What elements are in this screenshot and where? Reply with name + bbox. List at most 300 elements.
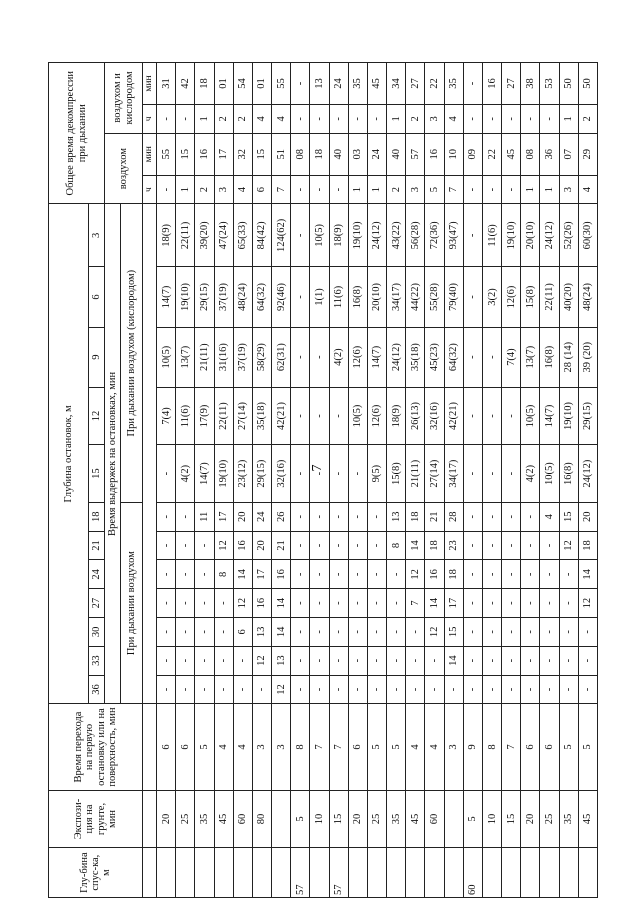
stop-time-cell: - [482,675,501,704]
stop-time-cell: 16(8) [559,445,578,503]
stop-time-cell: - [329,675,348,704]
stop-time-cell: 64(32) [252,267,271,327]
stop-time-cell: - [195,589,214,618]
transition-cell: 3 [444,704,463,790]
stop-time-cell: - [502,618,521,647]
total-oxygen-minutes-cell: 01 [214,63,233,105]
stop-time-cell: - [291,387,310,445]
stop-time-cell: 14 [272,589,291,618]
stop-time-cell: 21 [425,502,444,531]
stop-time-cell: 12(6) [348,327,367,387]
transition-cell: 5 [387,704,406,790]
exposure-cell: 45 [578,790,597,848]
exposure-cell: 15 [502,790,521,848]
depth-cell: 60 [463,848,482,898]
depth-cell [387,848,406,898]
stop-time-cell: - [387,560,406,589]
depth-cell [272,848,291,898]
total-oxygen-hours-cell: - [502,105,521,134]
transition-cell: 5 [367,704,386,790]
stop-time-cell: - [463,267,482,327]
total-oxygen-minutes-cell: 24 [329,63,348,105]
stop-time-cell: 14(7) [195,445,214,503]
stop-time-cell: - [367,675,386,704]
total-air-minutes-cell: 36 [540,133,559,175]
exposure-cell: 45 [406,790,425,848]
table-row [425,63,444,898]
transition-cell: 6 [176,704,195,790]
stop-time-cell: 4(2) [521,445,540,503]
transition-cell: 7 [502,704,521,790]
stop-time-cell: 24(12) [367,204,386,267]
total-oxygen-hours-cell: - [367,105,386,134]
total-air-minutes-cell: 40 [329,133,348,175]
stop-time-cell: - [463,618,482,647]
stop-time-cell: 17 [252,560,271,589]
stop-time-cell: - [502,502,521,531]
stop-time-cell: - [559,675,578,704]
header-total-air-oxygen: воздухом и кислородом [105,63,143,134]
stop-time-cell: 8 [387,531,406,560]
stop-time-cell: - [214,675,233,704]
stop-time-cell: - [521,502,540,531]
total-air-minutes-cell: 22 [482,133,501,175]
depth-cell [406,848,425,898]
table-row [444,63,463,898]
stop-time-cell: 13(7) [176,327,195,387]
total-oxygen-hours-cell: - [540,105,559,134]
stop-time-cell: 24 [252,502,271,531]
header-air-breathing: При дыхании воздухом [121,502,143,703]
stop-time-cell: 18 [425,531,444,560]
stop-time-cell: - [463,675,482,704]
stop-time-cell: - [348,589,367,618]
depth-cell [444,848,463,898]
stop-time-cell: 28 [444,502,463,531]
stop-time-cell: 11(6) [482,204,501,267]
stop-time-cell: 18 [406,502,425,531]
stop-time-cell: 58(29) [252,327,271,387]
stop-time-cell: 24(12) [578,445,597,503]
stop-time-cell: 4 [540,502,559,531]
stop-time-cell: - [310,502,329,531]
total-oxygen-hours-cell: - [157,105,176,134]
total-air-hours-cell: 7 [444,175,463,204]
stop-time-cell: - [482,502,501,531]
stop-time-cell: - [348,531,367,560]
total-oxygen-minutes-cell: 31 [157,63,176,105]
header-total-decompression: Общее время декомпрессии при дыхании [49,63,105,204]
stop-time-cell: 11 [195,502,214,531]
stop-time-cell: - [329,531,348,560]
stop-time-cell: 56(28) [406,204,425,267]
stop-time-cell: 72(36) [425,204,444,267]
exposure-cell: 35 [195,790,214,848]
stop-time-cell: 21 [272,531,291,560]
stop-time-cell: - [176,502,195,531]
stop-time-cell: 17(9) [195,387,214,445]
transition-cell: 5 [578,704,597,790]
stop-time-cell: - [559,589,578,618]
table-row [291,63,310,898]
total-air-minutes-cell: 07 [559,133,578,175]
stop-time-cell: - [310,618,329,647]
stop-time-cell: 92(46) [272,267,291,327]
stop-time-cell: 22(11) [176,204,195,267]
stop-time-cell: - [463,204,482,267]
stop-time-cell: 42(21) [444,387,463,445]
stop-time-cell: 62(31) [272,327,291,387]
stop-time-cell: - [502,675,521,704]
exposure-cell: 60 [425,790,444,848]
stop-depth-header: 15 [89,445,105,503]
stop-time-cell: - [176,618,195,647]
table-row [540,63,559,898]
stop-time-cell: 20 [578,502,597,531]
stop-time-cell: - [157,618,176,647]
depth-cell [578,848,597,898]
exposure-cell: 10 [482,790,501,848]
page-number: 7 [310,464,325,472]
stop-time-cell: - [559,560,578,589]
stop-time-cell: 32(16) [425,387,444,445]
stop-time-cell: 47(24) [214,204,233,267]
total-air-minutes-cell: 24 [367,133,386,175]
stop-time-cell: - [502,531,521,560]
stop-time-cell: 12 [252,646,271,675]
table-row [387,63,406,898]
stop-time-cell: - [157,502,176,531]
stop-time-cell: 22(11) [540,267,559,327]
total-oxygen-minutes-cell: 53 [540,63,559,105]
stop-time-cell: - [291,531,310,560]
stop-time-cell: 14 [578,560,597,589]
exposure-cell: 20 [157,790,176,848]
total-oxygen-minutes-cell: 35 [444,63,463,105]
stop-time-cell: 40(20) [559,267,578,327]
stop-time-cell: - [482,531,501,560]
stop-time-cell: - [367,589,386,618]
total-air-minutes-cell: 08 [291,133,310,175]
stop-time-cell: - [521,531,540,560]
stop-time-cell: - [578,675,597,704]
stop-time-cell: - [348,646,367,675]
depth-cell [157,848,176,898]
stop-time-cell: 14(7) [157,267,176,327]
table-row [521,63,540,898]
stop-time-cell: 84(42) [252,204,271,267]
transition-cell: 6 [157,704,176,790]
depth-cell [310,848,329,898]
stop-time-cell: 39(20) [195,204,214,267]
stop-time-cell: 11(6) [176,387,195,445]
stop-time-cell: 9(5) [367,445,386,503]
table-row [214,63,233,898]
stop-time-cell: - [195,560,214,589]
total-air-hours-cell: - [482,175,501,204]
stop-time-cell: - [176,589,195,618]
stop-time-cell: - [291,560,310,589]
stop-time-cell: - [214,589,233,618]
stop-time-cell: 20(10) [521,204,540,267]
stop-time-cell: - [291,502,310,531]
stop-time-cell: - [425,646,444,675]
stop-depth-header: 6 [89,267,105,327]
transition-cell: 7 [310,704,329,790]
stop-time-cell: 19(10) [176,267,195,327]
table-row [195,63,214,898]
stop-time-cell: 26 [272,502,291,531]
stop-time-cell: - [348,618,367,647]
stop-time-cell: 60(30) [578,204,597,267]
stop-time-cell: 29(15) [252,445,271,503]
transition-cell: 6 [540,704,559,790]
stop-time-cell: 79(40) [444,267,463,327]
stop-depth-header: 9 [89,327,105,387]
stop-time-cell: - [195,646,214,675]
stop-time-cell: 8 [214,560,233,589]
stop-time-cell: - [444,675,463,704]
stop-time-cell: 124(62) [272,204,291,267]
stop-time-cell: - [310,327,329,387]
total-air-hours-cell: - [463,175,482,204]
transition-cell: 6 [348,704,367,790]
stop-time-cell: - [291,327,310,387]
stop-time-cell: - [463,646,482,675]
stop-time-cell: 11(6) [329,267,348,327]
stop-depth-header: 36 [89,675,105,704]
stop-time-cell: - [157,646,176,675]
total-oxygen-hours-cell: - [176,105,195,134]
exposure-cell: 20 [348,790,367,848]
total-air-hours-cell: - [157,175,176,204]
stop-time-cell: - [329,560,348,589]
depth-cell [195,848,214,898]
total-oxygen-minutes-cell: 54 [233,63,252,105]
stop-time-cell: 35(18) [406,327,425,387]
depth-cell [176,848,195,898]
stop-time-cell: - [425,675,444,704]
stop-time-cell: - [195,675,214,704]
stop-time-cell: - [387,646,406,675]
table-row [367,63,386,898]
stop-time-cell: - [157,589,176,618]
total-oxygen-minutes-cell: 18 [195,63,214,105]
table-body [157,63,598,898]
total-air-minutes-cell: 09 [463,133,482,175]
total-oxygen-hours-cell: 1 [559,105,578,134]
header-exposure: Экспози-ция на грунте, мин [49,790,143,848]
stop-time-cell: 17 [214,502,233,531]
stop-time-cell: 93(47) [444,204,463,267]
stop-time-cell: - [521,589,540,618]
stop-time-cell: - [157,531,176,560]
stop-time-cell: - [176,646,195,675]
depth-cell [252,848,271,898]
table-row [482,63,501,898]
exposure-cell: 25 [540,790,559,848]
stop-time-cell: - [387,589,406,618]
stop-time-cell: 16 [272,560,291,589]
depth-cell [214,848,233,898]
stop-time-cell: 14 [233,560,252,589]
transition-cell: 7 [329,704,348,790]
transition-cell: 3 [252,704,271,790]
total-oxygen-minutes-cell: 27 [406,63,425,105]
exposure-cell: 15 [329,790,348,848]
stop-time-cell: - [387,618,406,647]
stop-time-cell: - [482,618,501,647]
stop-time-cell: 32(16) [272,445,291,503]
total-oxygen-hours-cell: 2 [578,105,597,134]
total-air-hours-cell: 1 [521,175,540,204]
total-air-hours-cell: 6 [252,175,271,204]
stop-time-cell: 27(14) [233,387,252,445]
table-row [348,63,367,898]
table-row [310,63,329,898]
stop-time-cell: 10(5) [157,327,176,387]
stop-time-cell: 12 [425,618,444,647]
total-air-minutes-cell: 16 [425,133,444,175]
stop-time-cell: 28 (14) [559,327,578,387]
stop-time-cell: 45(23) [425,327,444,387]
stop-time-cell: - [540,646,559,675]
stop-time-cell: 10(5) [310,204,329,267]
stop-time-cell: 14 [444,646,463,675]
total-air-hours-cell: 1 [367,175,386,204]
stop-time-cell: - [482,646,501,675]
header-blank-stops [143,204,157,704]
stop-time-cell: 13 [272,646,291,675]
stop-time-cell: - [329,502,348,531]
stop-time-cell: - [463,589,482,618]
table-row [157,63,176,898]
stop-time-cell: 12(6) [367,387,386,445]
stop-time-cell: - [291,618,310,647]
stop-time-cell: - [463,387,482,445]
depth-cell [425,848,444,898]
total-oxygen-minutes-cell: 01 [252,63,271,105]
stop-time-cell: - [157,445,176,503]
stop-time-cell: - [502,560,521,589]
total-oxygen-minutes-cell: - [463,63,482,105]
table-row [233,63,252,898]
stop-time-cell: - [310,387,329,445]
stop-time-cell: 65(33) [233,204,252,267]
stop-time-cell: - [367,502,386,531]
total-oxygen-minutes-cell: 16 [482,63,501,105]
depth-cell [348,848,367,898]
table-row [406,63,425,898]
stop-time-cell: 48(24) [233,267,252,327]
stop-depth-header: 12 [89,387,105,445]
stop-time-cell: - [502,445,521,503]
stop-time-cell: 4(2) [176,445,195,503]
stop-time-cell: 20 [233,502,252,531]
stop-time-cell: - [214,646,233,675]
rotated-table-wrapper [48,62,598,898]
total-air-hours-cell: - [310,175,329,204]
total-air-minutes-cell: 40 [387,133,406,175]
exposure-cell: 45 [214,790,233,848]
stop-time-cell: - [310,445,329,503]
stop-time-cell: 14 [425,589,444,618]
stop-time-cell: 15 [444,618,463,647]
stop-time-cell: 23 [444,531,463,560]
stop-time-cell: 19(10) [559,387,578,445]
stop-time-cell: 14 [406,531,425,560]
stop-time-cell: 26(13) [406,387,425,445]
total-oxygen-minutes-cell: 22 [425,63,444,105]
transition-cell: 4 [214,704,233,790]
exposure-cell: 5 [463,790,482,848]
total-air-hours-cell: - [291,175,310,204]
total-air-minutes-cell: 17 [214,133,233,175]
total-oxygen-hours-cell: - [348,105,367,134]
stop-depth-header: 30 [89,618,105,647]
stop-time-cell: 34(17) [387,267,406,327]
stop-time-cell: - [176,560,195,589]
stop-time-cell: - [195,618,214,647]
total-air-hours-cell: 5 [425,175,444,204]
stop-time-cell: - [291,646,310,675]
depth-cell [482,848,501,898]
total-oxygen-hours-cell: - [291,105,310,134]
stop-time-cell: 18(9) [157,204,176,267]
header-blank-exposure [143,790,157,848]
stop-time-cell: 20 [252,531,271,560]
exposure-cell: 60 [233,790,252,848]
stop-time-cell: 7(4) [502,327,521,387]
transition-cell: 5 [195,704,214,790]
depth-cell [521,848,540,898]
stop-time-cell: - [348,675,367,704]
stop-depth-header: 21 [89,531,105,560]
stop-time-cell: 15(8) [387,445,406,503]
stop-time-cell: - [291,267,310,327]
total-oxygen-hours-cell: - [463,105,482,134]
stop-time-cell: 15 [559,502,578,531]
stop-time-cell: - [463,531,482,560]
total-air-hours-cell: 3 [406,175,425,204]
total-oxygen-hours-cell: 4 [272,105,291,134]
transition-cell: 4 [425,704,444,790]
total-oxygen-minutes-cell: 13 [310,63,329,105]
stop-time-cell: 16 [425,560,444,589]
stop-time-cell: 3(2) [482,267,501,327]
stop-time-cell: - [521,618,540,647]
stop-time-cell: 18(9) [387,387,406,445]
stop-time-cell: 37(19) [214,267,233,327]
transition-cell: 8 [291,704,310,790]
stop-time-cell: 13(7) [521,327,540,387]
header-air-oxygen-breathing: При дыхании воздухом (кислородом) [121,204,143,502]
depth-cell: 57 [329,848,348,898]
table-row [502,63,521,898]
stop-time-cell: 27(14) [425,445,444,503]
total-oxygen-minutes-cell: 38 [521,63,540,105]
stop-time-cell: - [521,560,540,589]
stop-time-cell: - [463,560,482,589]
stop-time-cell: 12 [578,589,597,618]
stop-time-cell: - [521,646,540,675]
stop-time-cell: - [291,445,310,503]
stop-time-cell: - [540,589,559,618]
stop-time-cell: - [578,646,597,675]
stop-time-cell: - [502,646,521,675]
stop-time-cell: - [367,618,386,647]
stop-time-cell: 48(24) [578,267,597,327]
